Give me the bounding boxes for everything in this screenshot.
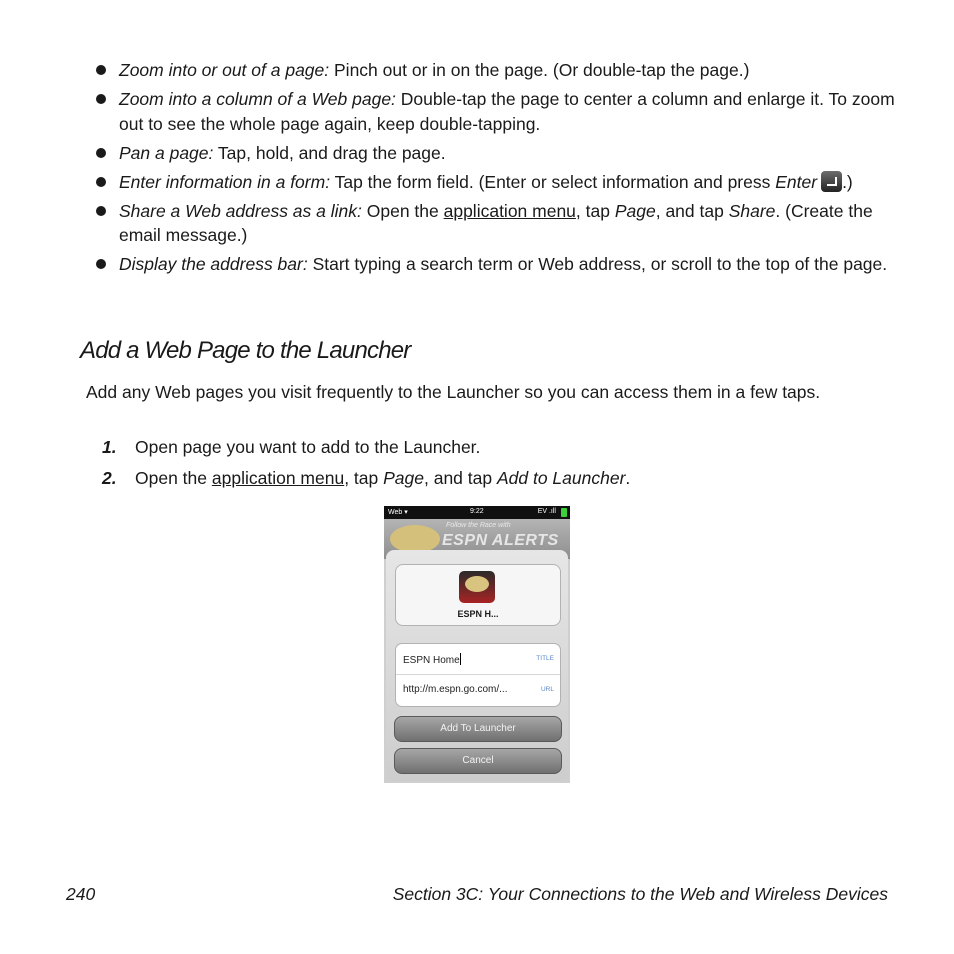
application-menu-link[interactable]: application menu (211, 468, 345, 488)
add-to-launcher-dialog (386, 550, 568, 781)
icon-caption: ESPN H... (457, 609, 499, 619)
title-field-label: TITLE (536, 655, 554, 662)
page-term: Page (383, 468, 424, 488)
share-term: Share (728, 200, 776, 221)
launcher-icon-preview (395, 564, 561, 626)
bullet-item (96, 141, 896, 166)
step-text: , and tap (423, 468, 497, 488)
step-text: . (625, 468, 631, 488)
application-menu-link[interactable]: application menu (443, 200, 576, 221)
nascar-logo-icon (390, 525, 440, 553)
step-text: , tap (344, 468, 384, 488)
bullet-text: , tap (575, 200, 615, 221)
text-cursor (460, 653, 461, 665)
enter-key-icon (821, 171, 842, 192)
bullet-term: Zoom into or out of a page: (119, 60, 330, 80)
bullet-icon (96, 177, 106, 187)
bullet-text: Start typing a search term or Web address, or scroll to the top of the page. (307, 254, 888, 274)
bullet-term: Display the address bar: (119, 254, 308, 274)
title-field[interactable] (396, 644, 560, 675)
bullet-icon (96, 94, 106, 104)
bullet-text: Open the (361, 200, 444, 221)
section-heading: Add a Web Page to the Launcher (80, 337, 411, 364)
step-list (102, 435, 882, 497)
page-number: 240 (66, 884, 96, 904)
section-title: Section 3C: Your Connections to the Web and Wireless Devices (392, 884, 888, 904)
page-term: Page (614, 200, 656, 221)
cancel-button[interactable]: Cancel (394, 748, 562, 774)
add-to-launcher-button[interactable]: Add To Launcher (394, 716, 562, 742)
bullet-icon (96, 259, 106, 269)
bullet-text: Double-tap the page to center a column and enlarge it. To zoom out to see the whole page again, keep double-tapping. (119, 89, 895, 134)
bullet-item (96, 58, 896, 83)
section-intro: Add any Web pages you visit frequently to the Launcher so you can access them in a few taps. (86, 382, 821, 402)
step-text: Open page you want to add to the Launcher. (135, 437, 481, 457)
bullet-term: Zoom into a column of a Web page: (119, 89, 396, 109)
espn-app-icon (459, 571, 495, 603)
enter-label: Enter (775, 171, 818, 192)
url-input-value[interactable]: http://m.espn.go.com/... (403, 684, 508, 695)
bullet-text: Pinch out or in on the page. (Or double-tap the page.) (329, 60, 750, 80)
bullet-icon (96, 65, 106, 75)
bullet-item (96, 170, 896, 195)
bullet-icon (96, 148, 106, 158)
bullet-item (96, 199, 896, 248)
bullet-term: Enter information in a form: (119, 171, 331, 192)
bullet-list (96, 58, 896, 281)
bullet-text: . (Create the email message.) (119, 200, 873, 245)
signal-icon: EV .ıll (537, 508, 556, 515)
battery-icon (561, 508, 567, 517)
fields-group (395, 643, 561, 707)
url-field[interactable] (396, 675, 560, 705)
bullet-item (96, 252, 896, 277)
bullet-term: Share a Web address as a link: (119, 200, 362, 221)
bullet-text: Tap the form field. (Enter or select information and press (330, 171, 776, 192)
step-number: 2. (102, 468, 117, 488)
step-number: 1. (102, 437, 117, 457)
bullet-item (96, 87, 896, 136)
phone-screenshot (384, 506, 570, 783)
step-item (102, 466, 882, 491)
bullet-text: Tap, hold, and drag the page. (213, 142, 446, 163)
bullet-text: , and tap (655, 200, 729, 221)
bullet-term: Pan a page: (119, 142, 214, 163)
bullet-icon (96, 206, 106, 216)
url-field-label: URL (540, 686, 554, 693)
bullet-tail: .) (842, 171, 853, 192)
status-bar (384, 506, 570, 519)
title-input-value[interactable]: ESPN Home (403, 655, 460, 666)
step-text: Open the (135, 468, 212, 488)
status-time: 9:22 (470, 508, 484, 515)
banner-title: ESPN ALERTS (442, 532, 559, 549)
app-menu-label[interactable]: Web ▾ (388, 509, 408, 516)
add-to-launcher-term: Add to Launcher (496, 468, 626, 488)
step-item (102, 435, 882, 460)
banner-tagline: Follow the Race with (446, 522, 511, 529)
